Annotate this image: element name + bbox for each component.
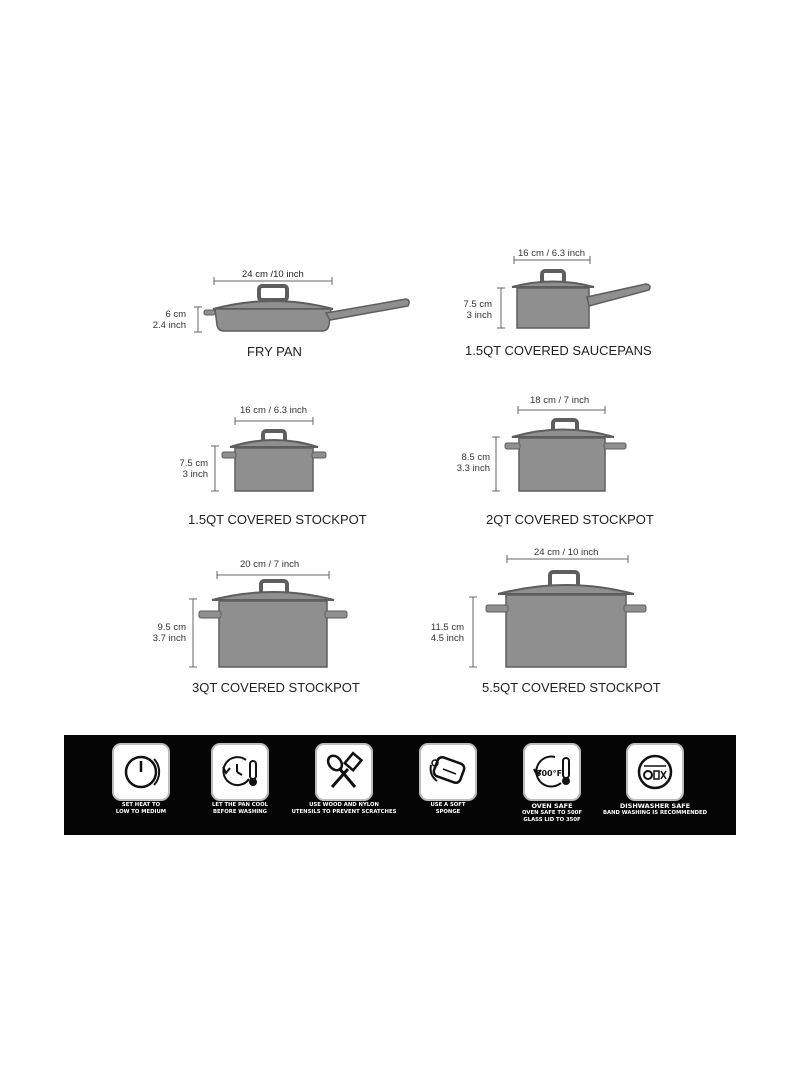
stockpot-3qt-height-inch: 3.7 inch [152,633,186,644]
stockpot-1-5qt-height-cm: 7.5 cm [179,458,208,469]
fry-pan-width-label: 24 cm /10 inch [242,269,304,280]
sponge-icon [421,745,475,799]
care-sponge-line2: SPONGE [435,809,461,815]
stockpot-3qt-height-cm: 9.5 cm [157,622,186,633]
care-oven-line2: OVEN SAFE TO 500F [522,810,582,816]
oven-500f-icon [525,745,579,799]
stockpot-1-5qt-title: 1.5QT COVERED STOCKPOT [188,512,367,527]
care-oven-line3: GLASS LID TO 350F [523,817,581,823]
utensils-icon [317,745,371,799]
care-utensils-line2: UTENSILS TO PREVENT SCRATCHES [291,809,397,815]
stockpot-5-5qt-height-inch: 4.5 inch [430,633,464,644]
fry-pan-title: FRY PAN [247,344,302,359]
care-heat-line1: SET HEAT TO [121,802,161,808]
saucepan-width-label: 16 cm / 6.3 inch [518,248,586,259]
saucepan-height-inch: 3 inch [466,310,492,321]
stockpot-3qt-width-label: 20 cm / 7 inch [240,559,300,570]
stockpot-1-5qt-height-inch: 3 inch [182,469,208,480]
care-heat-line2: LOW TO MEDIUM [115,809,167,815]
care-instructions-band [64,735,736,835]
cool-thermometer-icon [213,745,267,799]
care-sponge-line1: USE A SOFT [430,802,466,808]
saucepan-height-cm: 7.5 cm [463,299,492,310]
stockpot-5-5qt-width-label: 24 cm / 10 inch [534,547,599,558]
stockpot-1-5qt-width-label: 16 cm / 6.3 inch [240,405,308,416]
care-dishwasher-line2: BAND WASHING IS RECOMMENDED [602,810,708,816]
care-oven-line1: OVEN SAFE [531,802,573,810]
care-cool-line2: BEFORE WASHING [212,809,268,815]
stockpot-2qt-height-inch: 3.3 inch [456,463,490,474]
svg-text:500°F: 500°F [535,769,563,778]
stockpot-3qt-title: 3QT COVERED STOCKPOT [192,680,360,695]
fry-pan-height-cm: 6 cm [165,309,186,320]
stockpot-2qt-title: 2QT COVERED STOCKPOT [486,512,654,527]
care-cool-line1: LET THE PAN COOL [212,802,268,808]
fry-pan-height-inch: 2.4 inch [152,320,186,331]
timer-dial-icon [114,745,168,799]
care-utensils-line1: USE WOOD AND NYLON [309,802,379,808]
saucepan-title: 1.5QT COVERED SAUCEPANS [465,343,652,358]
dishwasher-icon [628,745,682,799]
stockpot-2qt-width-label: 18 cm / 7 inch [530,395,590,406]
stockpot-5-5qt-height-cm: 11.5 cm [430,622,464,633]
stockpot-2qt-height-cm: 8.5 cm [461,452,490,463]
care-dishwasher-line1: DISHWASHER SAFE [619,802,691,810]
stockpot-5-5qt-title: 5.5QT COVERED STOCKPOT [482,680,661,695]
